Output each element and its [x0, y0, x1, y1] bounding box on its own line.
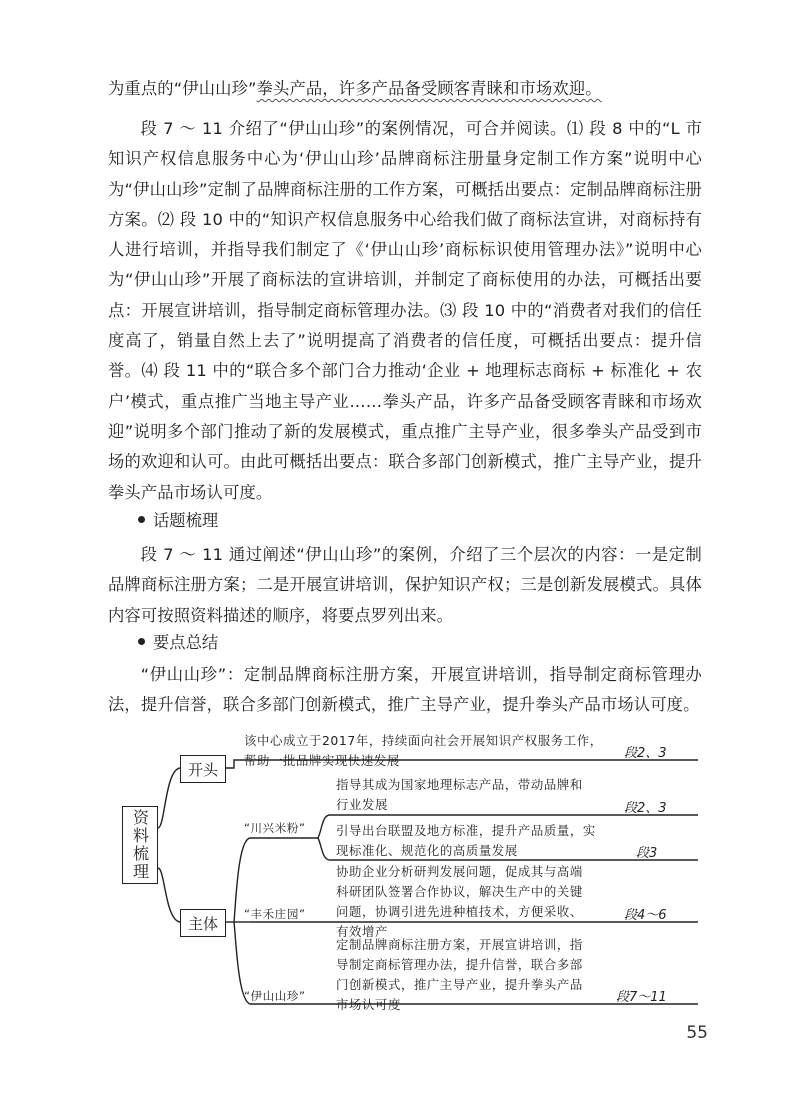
root-node — [122, 806, 158, 884]
opening-node — [180, 755, 226, 783]
chuanxing-item1-line: 指导其成为国家地理标志产品，带动品牌和 — [336, 777, 583, 792]
yishan-line: 市场认可度 — [336, 997, 401, 1012]
yishan-line: 门创新模式，推广主导产业，提升拳头产品 — [336, 977, 583, 992]
heading-key-points — [138, 628, 218, 658]
opening-text-line: 帮助一批品牌实现快速发展 — [244, 753, 400, 768]
chuanxing-item2-line: 引导出台联盟及地方标准，提升产品质量，实 — [336, 823, 596, 838]
paragraph-analysis: 段 7 ～ 11 介绍了“伊山山珍”的案例情况，可合并阅读。⑴ 段 8 中的“L 市知识产权信息服务中心为‘伊山山珍’品牌商标注册量身定制工作方案”说明中心为“伊山山珍”定制了品牌商标注册的工作方案，可概括出要点：定制品牌商标注册方案。⑵ 段 10 中的“知识产权信息服务中心给我们做了商标法宣讲，对商标持有人进行培训，并指导我们制定了《‘伊山山珍’商标标识使用管理办法》”说明中心为“伊山山珍”开展了商标法的宣讲培训，并制定了商标使用的办法，可概括出要点：开展宣讲培训，指导制定商标管理办法。⑶ 段 10 中的“消费者对我们的信任度高了，销量自然上去了”说明提高了消费者的信任度，可概括出要点：提升信誉。⑷ 段 11 中的“联合多个部门合力推动‘企业 + 地理标志商标 + 标准化 + 农户’模式，重点推广当地主导产业……拳头产品，许多产品备受顾客青睐和市场欢迎”说明多个部门推动了新的发展模式，重点推广主导产业，很多拳头产品受到市场的欢迎和认可。由此可概括出要点：联合多部门创新模式，推广主导产业，提升拳头产品市场认可度。 — [108, 119, 702, 502]
fenghe-line: 协助企业分析研判发展问题，促成其与高端 — [336, 864, 583, 879]
connector-root-body — [158, 868, 180, 922]
yishan-label: “伊山山珍” — [244, 989, 306, 1003]
opening-text — [244, 731, 603, 771]
opening-node-label: 开头 — [187, 760, 218, 779]
chuanxing-item2-segment-ref: 段3 — [636, 846, 658, 861]
chuanxing-label: “川兴米粉” — [244, 821, 306, 835]
opening-text-line: 该中心成立于2017年，持续面向社会开展知识产权服务工作， — [244, 733, 603, 748]
opening-segment-ref: 段2、3 — [624, 746, 667, 761]
paragraph-continuation — [108, 74, 702, 104]
yishan-segment-ref: 段7～11 — [616, 990, 667, 1005]
heading-topic-review-text: 话题梳理 — [153, 511, 219, 530]
chuanxing-item2-line: 现标准化、规范化的高质量发展 — [336, 843, 518, 858]
fenghe-line: 有效增产 — [336, 924, 388, 939]
fenghe-segment-ref: 段4～6 — [624, 908, 667, 923]
fenghe-text — [336, 862, 583, 942]
chuanxing-item2-text — [336, 821, 596, 861]
yishan-line: 定制品牌商标注册方案，开展宣讲培训，指 — [336, 937, 583, 952]
chuanxing-item1-segment-ref: 段2、3 — [624, 801, 667, 816]
page-number: 55 — [686, 1023, 708, 1043]
fenghe-line: 问题，协调引进先进种植技术，方便采收、 — [336, 904, 583, 919]
bullet-dot-icon — [138, 516, 145, 523]
chuanxing-item1-line: 行业发展 — [336, 797, 388, 812]
fenghe-line: 科研团队签署合作协议，解决生产中的关键 — [336, 884, 583, 899]
wavy-underlined-text: 拳头产品，许多产品备受顾客青睐和市场欢迎。 — [256, 79, 602, 98]
body-node — [180, 909, 226, 937]
chuanxing-item1-text — [336, 775, 583, 815]
heading-key-points-text: 要点总结 — [153, 633, 219, 652]
continuation-text: 为重点的“伊山山珍” — [108, 79, 257, 98]
bullet-dot-icon — [138, 638, 145, 645]
yishan-text — [336, 935, 583, 1015]
paragraph-key-points: “伊山山珍”：定制品牌商标注册方案，开展宣讲培训，指导制定商标管理办法，提升信誉，联合多部门创新模式，推广主导产业，提升拳头产品市场认可度。 — [108, 665, 702, 715]
fenghe-label: “丰禾庄园” — [244, 907, 306, 921]
root-node-label: 资料梳理 — [130, 809, 150, 881]
heading-topic-review — [138, 506, 218, 536]
yishan-line: 导制定商标管理办法，提升信誉，联合多部 — [336, 957, 583, 972]
body-node-label: 主体 — [187, 914, 218, 933]
paragraph-topic-review: 段 7 ～ 11 通过阐述“伊山山珍”的案例，介绍了三个层次的内容：一是定制品牌商标注册方案；二是开展宣讲培训，保护知识产权；三是创新发展模式。具体内容可按照资料描述的顺序，将要点罗列出来。 — [108, 545, 702, 625]
connector-root-opening — [158, 768, 180, 828]
